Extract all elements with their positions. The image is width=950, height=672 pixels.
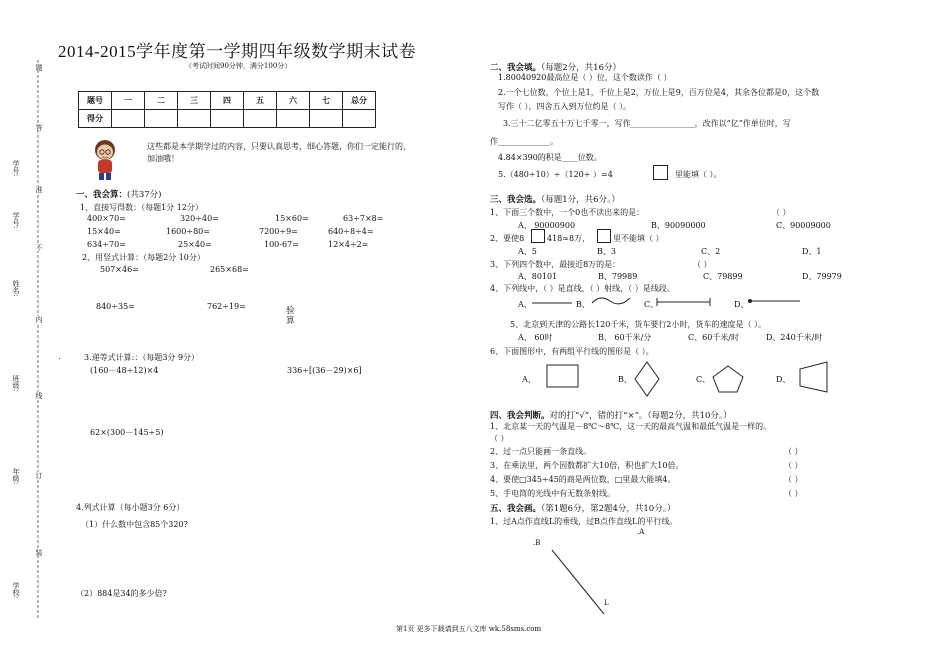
point-a-label: .A [637, 528, 645, 536]
choice-option[interactable]: D、 [776, 375, 791, 384]
choice-option[interactable]: D、79979 [802, 272, 842, 281]
curve-figure [590, 294, 632, 308]
score-header-cell: 七 [310, 92, 343, 110]
sec3-title: 三、我会选。 [490, 195, 542, 205]
judge-paren[interactable]: （ ） [784, 475, 803, 484]
blank-square-box[interactable] [531, 229, 545, 243]
word-problem-2: （2）884是34的多少倍? [76, 589, 167, 598]
score-header-cell: 题号 [79, 92, 112, 110]
sec2-points: （每题2分，共16分） [541, 63, 621, 73]
blank-square-box[interactable] [653, 165, 668, 180]
sec1-points: (共37分) [127, 190, 162, 200]
calc-item: 100-67= [264, 240, 299, 249]
fill-q2-line1: 2.一个七位数，个位上是1，千位上是2，万位上是9，百万位是4，其余各位都是0，这个数 [498, 88, 820, 97]
choice-q1-paren: （ ） [772, 208, 791, 217]
score-table-score-row [79, 110, 376, 128]
choice-option[interactable]: B、 60千米/分 [598, 333, 652, 342]
binding-label-kaohao: 学号: [12, 160, 20, 177]
choice-option[interactable]: A、5 [518, 247, 537, 256]
score-header-cell: 一 [112, 92, 145, 110]
fill-q4: 4.84×390的积是____位数。 [498, 153, 602, 162]
binding-char-6: 线 [35, 392, 43, 399]
choice-q3: 3、下列四个数中，最接近8万的是： [490, 260, 621, 269]
judge-question: 3、在乘法里，两个因数都扩大10倍，积也扩大10倍。 [490, 461, 684, 470]
choice-q1: 1、下面三个数中，一个0也不读出来的是： [490, 208, 645, 217]
calc-item: 400×70= [87, 214, 126, 223]
score-cell[interactable] [277, 110, 310, 128]
judge-paren[interactable]: （ ） [784, 461, 803, 470]
calc-item: 25×40= [178, 240, 212, 249]
sec2-title: 二、我会填。 [490, 63, 542, 73]
point-b-label: .B [533, 539, 541, 547]
choice-option[interactable]: C、60千米/时 [688, 333, 739, 342]
binding-char-7: 订 [35, 472, 43, 479]
word-problem-1: （1）什么数中包含85个320? [81, 520, 188, 529]
calc-item: 15×40= [87, 227, 121, 236]
binding-char-5: 内 [35, 316, 43, 323]
choice-option[interactable]: A、 [522, 375, 536, 384]
choice-option[interactable]: C、 [644, 300, 659, 309]
sec4-title: 四、我会判断。 [490, 411, 550, 421]
judge-q1-paren[interactable]: （ ） [490, 434, 509, 443]
blank-square-box[interactable] [597, 229, 611, 243]
choice-option[interactable]: D、1 [802, 247, 822, 256]
choice-q4: 4、下列线中，（ ）是直线，（ ）射线，（ ）是线段。 [490, 284, 675, 293]
line-l-label: L [604, 599, 609, 607]
choice-option[interactable]: B、79989 [598, 272, 638, 281]
choice-option[interactable]: B、 [618, 375, 632, 384]
sec1-p1-title: 1、直接写得数：（每题1分 12分） [80, 203, 203, 212]
fill-q5-part1: 5.（480÷10）÷（120÷ ）=4 [498, 170, 613, 179]
calc-item: 634÷70= [87, 240, 126, 249]
choice-q2-part2: 418≈8万， [547, 234, 591, 243]
vertical-calc-item: 265×68= [210, 265, 249, 274]
segment-figure [655, 295, 713, 309]
trapezoid-figure [797, 360, 829, 394]
binding-label-xuehao: 学号: [12, 212, 20, 229]
vertical-calc-item: 507×46= [100, 265, 139, 274]
sec4-heading [490, 409, 732, 421]
sec4-intro: 对的打“√”，错的打“×”。（每题2分，共10分。） [549, 411, 732, 421]
sec1-p2-title: 2、用竖式计算：（每题2分 10分） [82, 253, 205, 262]
sec1-heading [76, 188, 161, 200]
choice-option[interactable]: C、2 [701, 247, 721, 256]
stepwise-calc-item: 336÷[(36－29)×6] [287, 366, 362, 375]
score-cell[interactable] [211, 110, 244, 128]
choice-option[interactable]: C、79899 [703, 272, 743, 281]
score-cell[interactable] [343, 110, 376, 128]
stepwise-calc-item: (160－48÷12)×4 [90, 366, 159, 375]
choice-option[interactable]: B、3 [597, 247, 616, 256]
choice-option[interactable]: D、 [734, 300, 749, 309]
choice-q2-part3: 里不能填（ ） [613, 234, 664, 243]
binding-dashed-line [33, 60, 43, 620]
stepwise-calc-item: 62×(300－145÷5) [90, 428, 164, 437]
page-footer: 第1页 更多下载请到五八文库 wk.58sms.com [396, 625, 542, 633]
check-label-2: 算 [286, 316, 295, 326]
sec5-heading [490, 502, 675, 514]
calc-item: 63÷7×8= [343, 214, 384, 223]
page-title: 2014-2015学年度第一学期四年级数学期末试卷 [58, 42, 417, 61]
sec3-points: （每题1分，共6分。） [541, 195, 620, 205]
judge-question: 5、手电筒的光线中有无数条射线。 [490, 489, 616, 498]
score-cell[interactable] [310, 110, 343, 128]
judge-q1-line1: 1、北京某一天的气温是－8℃～8℃，这一天的最高气温和最低气温是一样的。 [490, 422, 772, 431]
binding-char-4: 不 [35, 244, 43, 251]
calc-item: 7200÷9= [259, 227, 298, 236]
rectangle-figure [545, 362, 581, 390]
choice-option[interactable]: C、 [696, 375, 711, 384]
fill-q3-line2: 作_____________。 [490, 137, 558, 146]
score-header-cell: 六 [277, 92, 310, 110]
score-cell[interactable] [244, 110, 277, 128]
choice-option[interactable]: A、 60时 [518, 333, 553, 342]
calc-item: 640÷8÷4= [328, 227, 374, 236]
rhombus-figure [633, 360, 661, 398]
calc-item: 1600÷80= [166, 227, 210, 236]
score-header-cell: 四 [211, 92, 244, 110]
score-table-header-row [79, 92, 376, 110]
score-cell[interactable] [112, 110, 145, 128]
choice-option[interactable]: D、240千米/时 [766, 333, 823, 342]
fill-q5-part2: 里能填（ ）。 [675, 170, 722, 179]
vertical-calc-item: 762÷19= [207, 302, 246, 311]
score-header-cell: 总分 [343, 92, 376, 110]
choice-q6: 6、下面图形中，有两组平行线的图形是（ ）。 [490, 347, 654, 356]
score-header-cell: 三 [178, 92, 211, 110]
cartoon-student-icon [92, 138, 118, 182]
vertical-calc-item: 840÷35= [96, 302, 135, 311]
encourage-line-1: 这些都是本学期学过的内容，只要认真思考，细心答题，你们一定能行的， [147, 142, 411, 151]
calc-item: 15×60= [275, 214, 309, 223]
choice-q3-paren: （ ） [693, 260, 712, 269]
choice-option[interactable]: A、 [518, 300, 532, 309]
score-header-cell: 五 [244, 92, 277, 110]
choice-q2-part1: 2、要使8 [490, 234, 525, 243]
sec5-title: 五、我会画。 [490, 504, 542, 514]
binding-label-grade: 年级: [12, 468, 20, 485]
binding-char-2: 答 [35, 124, 43, 131]
judge-paren[interactable]: （ ） [784, 447, 803, 456]
stray-dot: . [58, 352, 61, 361]
choice-q5: 5、北京到天津的公路长120千米，货车要行2小时，货车的速度是（ ）。 [510, 320, 766, 329]
pentagon-figure [711, 364, 745, 394]
sec3-heading [490, 193, 620, 205]
check-label-1: 验 [286, 306, 295, 316]
choice-option[interactable]: A、 90000900 [518, 221, 576, 230]
judge-question: 4、要使□345÷45的商是两位数，□里最大能填4。 [490, 475, 676, 484]
choice-option[interactable]: B、90090000 [651, 221, 706, 230]
choice-option[interactable]: A、80101 [518, 272, 558, 281]
calc-item: 320÷40= [180, 214, 219, 223]
page-subtitle: （考试时间90分钟，满分100分） [185, 62, 292, 70]
fill-q1: 1.80040920最高位是（ ）位，这个数读作（ ） [498, 73, 672, 82]
straight-line-figure [530, 297, 574, 309]
ray-figure [746, 295, 802, 307]
line-l-figure [548, 546, 608, 618]
binding-label-school: 学校: [12, 582, 20, 599]
sec5-points: （第1题6分，第2题4分，共10分。） [541, 504, 676, 514]
score-cell[interactable] [178, 110, 211, 128]
score-table [78, 91, 376, 128]
calc-item: 12×4÷2= [328, 240, 369, 249]
sec1-title: 一、我会算： [76, 190, 128, 200]
binding-char-1: 题 [35, 64, 43, 71]
judge-question: 2、过一点只能画一条直线。 [490, 447, 592, 456]
score-row-label: 得分 [79, 110, 112, 128]
sec1-p3-title: 3.递等式计算:：（每题3分 9分） [84, 353, 200, 362]
binding-label-class: 班级: [12, 375, 20, 392]
encourage-line-2: 加油哦！ [147, 154, 179, 163]
binding-char-3: 准 [35, 186, 43, 193]
choice-option[interactable]: B、 [576, 300, 590, 309]
judge-paren[interactable]: （ ） [784, 489, 803, 498]
choice-option[interactable]: C、90009000 [776, 221, 831, 230]
draw-q1: 1、过A点作直线L的垂线，过B点作直线L的平行线。 [490, 517, 678, 526]
sec1-p4-title: 4.列式计算（每小题3分 6分） [76, 503, 185, 512]
score-header-cell: 二 [145, 92, 178, 110]
fill-q2-line2: 写作（ ），四舍五入到万位约是（ ）。 [498, 102, 632, 111]
fill-q3-line1: 3.三十二亿零五十万七千零一，写作________________，改作以“亿”作单位时，写 [503, 119, 791, 128]
binding-char-8: 装 [35, 549, 43, 556]
binding-label-name: 姓名: [12, 280, 20, 297]
score-cell[interactable] [145, 110, 178, 128]
